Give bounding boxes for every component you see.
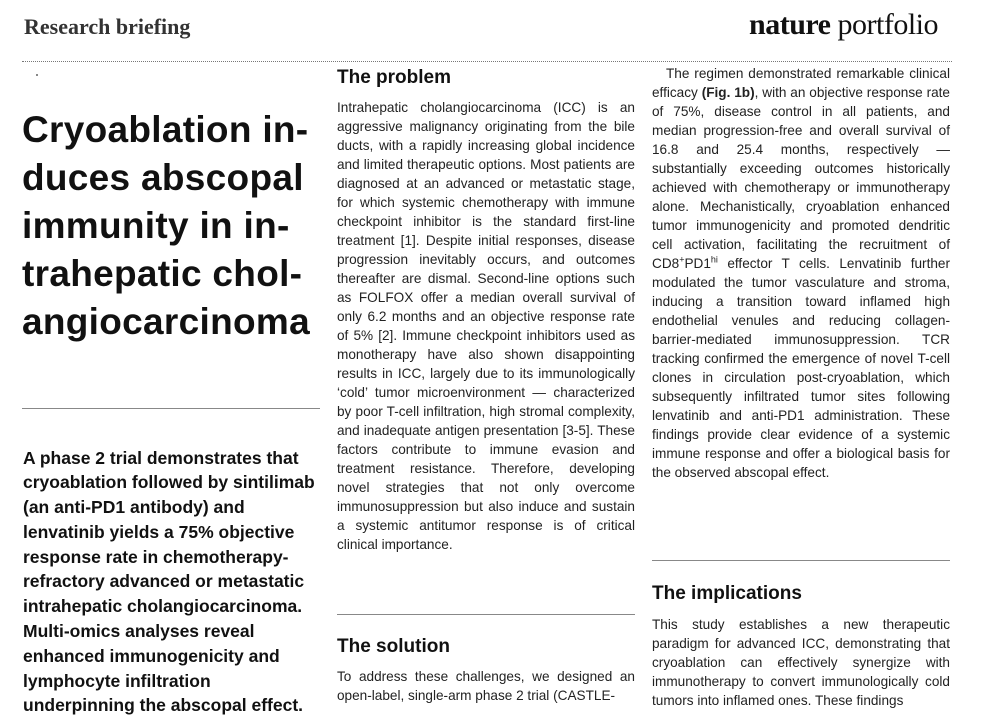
section-divider	[652, 560, 950, 561]
superscript-plus: +	[679, 254, 684, 264]
implications-text: This study establishes a new therapeutic paradigm for advanced ICC, demonstrating that cryoablation can effectively synergize with immunotherapy to convert immunologically cold tumors into inflamed ones. These findings	[652, 615, 950, 710]
publisher-logo	[749, 8, 938, 42]
solution-heading: The solution	[337, 635, 450, 659]
right-column	[652, 62, 950, 482]
results-text-mid: , with an objective response rate of 75%, disease control in all patients, and median progression-free and overall survival of 16.8 and 25.4 months, respectively — substantially exceeding outcomes historically achieved with chemotherapy or immunotherapy alone. Mechanistically, cryoablation enhanced tumor immunogenicity and promoted dendritic cell activation, facilitating the recruitment of CD8	[652, 85, 950, 271]
left-column	[22, 62, 320, 346]
implications-heading: The implications	[652, 582, 802, 606]
title-divider	[22, 408, 320, 409]
article-title	[22, 106, 320, 346]
section-label: Research briefing	[24, 14, 190, 40]
figure-reference: (Fig. 1b)	[702, 85, 755, 100]
results-text-start: The regimen demonstrated remarkable clinical efficacy	[652, 66, 950, 100]
superscript-hi: hi	[711, 254, 718, 264]
section-divider	[337, 614, 635, 615]
results-text-end: effector T cells. Lenvatinib further modulated the tumor vasculature and stroma, inducing a transition toward inflamed high endothelial venules and reducing collagen-barrier-mediated immunosuppression. TCR tracking confirmed the emergence of novel T-cell clones in circulation post-cryoablation, which subsequently infiltrated tumor sites following lenvatinib and anti-PD1 administration. These findings provide clear evidence of a systemic immune response and offer a biological basis for the observed abscopal effect.	[652, 256, 950, 480]
problem-text: Intrahepatic cholangiocarcinoma (ICC) is an aggressive malignancy originating from the bile ducts, with a rapidly increasing global incidence and limited therapeutic options. Most patients are diagnosed at an advanced or metastatic stage, for which systemic chemotherapy with immune checkpoint inhibitor is the standard first-line treatment [1]. Despite initial responses, disease progression inevitably occurs, and outcomes thereafter are dismal. Second-line options such as FOLFOX offer a median overall survival of only 6.2 months and an objective response rate of 5% [2]. Immune checkpoint inhibitors used as monotherapy have also shown disappointing results in ICC, largely due to its immunologically ‘cold’ tumor microenvironment — characterized by poor T-cell infiltration, high stromal complexity, and inadequate antigen presentation [3-5]. These factors contribute to immune evasion and treatment resistance. Therefore, developing novel strategies that not only overcome immunosuppression but also induce and sustain a systemic antitumor response is of critical clinical importance.	[337, 98, 635, 554]
title-line: immunity in in-	[22, 205, 290, 246]
solution-text: To address these challenges, we designed an open-label, single-arm phase 2 trial (CASTLE-	[337, 667, 635, 705]
results-text-pd1: PD1	[684, 256, 710, 271]
title-line: duces abscopal	[22, 157, 304, 198]
logo-word-portfolio: portfolio	[831, 8, 939, 41]
logo-word-nature: nature	[749, 8, 830, 41]
article-summary: A phase 2 trial demonstrates that cryoablation followed by sintilimab (an anti-PD1 antibody) and lenvatinib yields a 75% objective response rate in chemotherapy-refractory advanced or metastatic intrahepatic cholangiocarcinoma. Multi-omics analyses reveal enhanced immunogenicity and lymphocyte infiltration underpinning the abscopal effect.	[23, 446, 323, 718]
results-text	[652, 64, 950, 482]
middle-column	[337, 62, 635, 554]
title-line: trahepatic chol-	[22, 253, 302, 294]
title-line: angiocarcinoma	[22, 301, 310, 342]
problem-heading: The problem	[337, 66, 635, 90]
title-line: Cryoablation in-	[22, 109, 308, 150]
